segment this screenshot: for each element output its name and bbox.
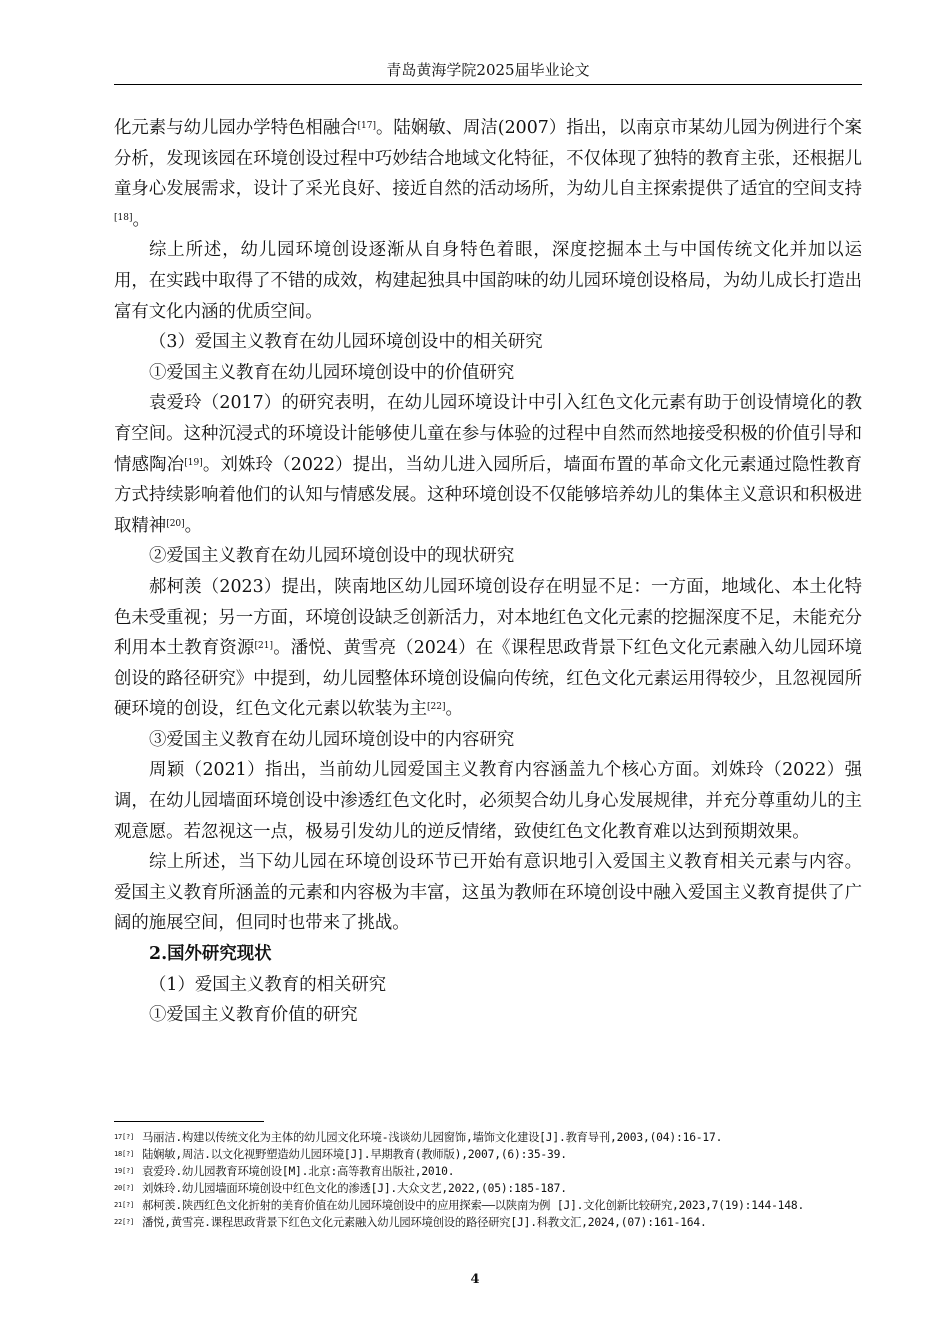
paragraph-4 [114,572,862,725]
paragraph-text: 袁爱玲（2017）的研究表明，在幼儿园环境设计中引入红色文化元素有助于创设情境化的教育空间。这种沉浸式的环境设计能够使儿童在参与体验的过程中自然而然地接受积极的价值引导和情感陶冶 [114,393,862,475]
sub-subsection-heading: ③爱国主义教育在幼儿园环境创设中的内容研究 [149,729,515,750]
footnote-number: 21[?] [114,1201,135,1209]
paragraph-6: 综上所述，当下幼儿园在环境创设环节已开始有意识地引入爱国主义教育相关元素与内容。爱国主义教育所涵盖的元素和内容极为丰富，这虽为教师在环境创设中融入爱国主义教育提供了广阔的施展空间，但同时也带来了挑战。 [114,852,862,934]
subsection-heading: （3）爱国主义教育在幼儿园环境创设中的相关研究 [149,332,543,353]
paragraph-1 [114,113,862,235]
paragraph-text: 。刘姝玲（2022）提出，当幼儿进入园所后，墙面布置的革命文化元素通过隐性教育方式持续影响着他们的认知与情感发展。这种环境创设不仅能够培养幼儿的集体主义意识和积极进取精神 [114,454,862,536]
header-rule [114,84,862,85]
footnote [114,1198,862,1213]
footnote-rule [114,1121,264,1122]
paragraph-text: 。 [445,699,463,720]
footnote-text: 马丽洁.构建以传统文化为主体的幼儿园文化环境-浅谈幼儿园窗饰,墙饰文化建设[J].教育导刊,2003,(04):16-17. [142,1131,723,1144]
section-heading: 2.国外研究现状 [149,944,272,965]
page-number: 4 [470,1272,480,1287]
footnote [114,1181,862,1196]
footnote-text: 袁爱玲.幼儿园教育环境创设[M].北京:高等教育出版社,2010. [142,1165,455,1178]
footnote-text: 陆娴敏,周洁.以文化视野塑造幼儿园环境[J].早期教育(教师版),2007,(6):35-39. [142,1148,567,1161]
footnote-number: 18[?] [114,1150,135,1158]
paragraph-3 [114,388,862,541]
citation-ref: [19] [184,457,203,468]
paragraph-text: 。 [132,209,150,230]
paragraph-5: 周颖（2021）指出，当前幼儿园爱国主义教育内容涵盖九个核心方面。刘姝玲（2022）强调，在幼儿园墙面环境创设中渗透红色文化时，必须契合幼儿身心发展规律，并充分尊重幼儿的主观意愿。若忽视这一点，极易引发幼儿的逆反情绪，致使红色文化教育难以达到预期效果。 [114,760,862,842]
citation-ref: [17] [357,121,377,131]
citation-ref: [18] [114,212,133,223]
citation-ref: [21] [254,641,274,652]
footnote-number: 20[?] [114,1184,135,1192]
paragraph-text: 。潘悦、黄雪亮（2024）在《课程思政背景下红色文化元素融入幼儿园环境创设的路径研究》中提到，幼儿园整体环境创设偏向传统，红色文化元素运用得较少，且忽视园所硬环境的创设，红色文化元素以软装为主 [114,638,862,720]
sub-subsection-heading: ①爱国主义教育价值的研究 [149,1005,358,1026]
citation-ref: [22] [427,702,446,713]
paragraph-2: 综上所述，幼儿园环境创设逐渐从自身特色着眼，深度挖掘本土与中国传统文化并加以运用，在实践中取得了不错的成效，构建起独具中国韵味的幼儿园环境创设格局，为幼儿成长打造出富有文化内涵的优质空间。 [114,240,862,322]
sub-subsection-heading: ①爱国主义教育在幼儿园环境创设中的价值研究 [149,362,515,383]
citation-ref: [20] [166,518,185,529]
body-text [114,113,862,1031]
footnote [114,1147,862,1162]
footnotes [114,1130,862,1232]
paragraph-text: 。陆娴敏、周洁(2007）指出，以南京市某幼儿园为例进行个案分析，发现该园在环境创设过程中巧妙结合地域文化特征，不仅体现了独特的教育主张，还根据儿童身心发展需求，设计了采光良好、接近自然的活动场所，为幼儿自主探索提供了适宜的空间支持 [114,118,862,200]
footnote [114,1164,862,1179]
page-header: 青岛黄海学院2025届毕业论文 [386,61,590,79]
footnote-text: 刘姝玲.幼儿园墙面环境创设中红色文化的渗透[J].大众文艺,2022,(05):185-187. [142,1182,567,1195]
footnote [114,1130,862,1145]
sub-subsection-heading: ②爱国主义教育在幼儿园环境创设中的现状研究 [149,546,515,567]
footnote-number: 17[?] [114,1133,135,1141]
paragraph-text: 郝柯羡（2023）提出，陕南地区幼儿园环境创设存在明显不足：一方面，地域化、本土化特色未受重视；另一方面，环境创设缺乏创新活力，对本地红色文化元素的挖掘深度不足，未能充分利用本土教育资源 [114,576,862,659]
paragraph-text: 化元素与幼儿园办学特色相融合 [114,118,358,138]
subsection-heading: （1）爱国主义教育的相关研究 [149,974,387,995]
footnote-text: 潘悦,黄雪亮.课程思政背景下红色文化元素融入幼儿园环境创设的路径研究[J].科教文汇,2024,(07):161-164. [142,1216,707,1229]
footnote-number: 19[?] [114,1167,135,1175]
paragraph-text: 。 [184,515,203,536]
footnote [114,1215,862,1230]
footnote-number: 22[?] [114,1218,135,1226]
footnote-text: 郝柯羡.陕西红色文化折射的美育价值在幼儿园环境创设中的应用探索——以陕南为例 [J].文化创新比较研究,2023,7(19):144-148. [142,1199,805,1212]
